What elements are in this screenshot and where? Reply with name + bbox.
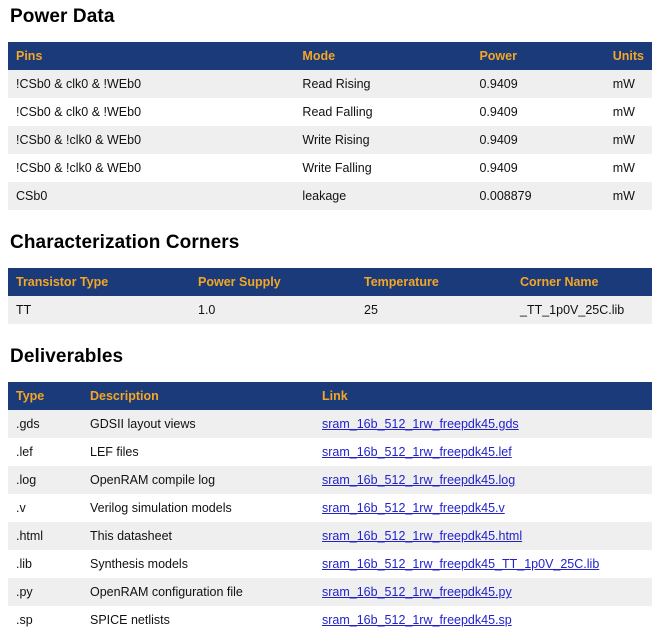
table-row [8,98,652,126]
column-header-link: Link [314,382,652,410]
table-row [8,466,652,494]
cell-link [314,550,652,578]
deliverables-table-body [8,410,652,634]
cell-pins: CSb0 [8,182,294,210]
cell-description: GDSII layout views [82,410,314,438]
cell-temperature: 25 [356,296,512,324]
corners-table-head [8,268,652,296]
cell-description: OpenRAM compile log [82,466,314,494]
cell-type: .gds [8,410,82,438]
table-row [8,126,652,154]
cell-type: .v [8,494,82,522]
cell-type: .log [8,466,82,494]
deliverable-link[interactable]: sram_16b_512_1rw_freepdk45_TT_1p0V_25C.lib [322,557,600,571]
cell-type: .py [8,578,82,606]
cell-power: 0.9409 [471,126,604,154]
cell-link [314,410,652,438]
cell-units: mW [605,182,652,210]
column-header-type: Type [8,382,82,410]
cell-description: This datasheet [82,522,314,550]
cell-description: OpenRAM configuration file [82,578,314,606]
cell-mode: Read Falling [294,98,471,126]
cell-pins: !CSb0 & clk0 & !WEb0 [8,70,294,98]
cell-transistor-type: TT [8,296,190,324]
cell-pins: !CSb0 & !clk0 & WEb0 [8,126,294,154]
deliverable-link[interactable]: sram_16b_512_1rw_freepdk45.sp [322,613,512,627]
cell-type: .lef [8,438,82,466]
cell-units: mW [605,70,652,98]
power-data-table [8,42,652,210]
cell-units: mW [605,126,652,154]
cell-units: mW [605,98,652,126]
table-header-row [8,42,652,70]
table-header-row [8,268,652,296]
deliverable-link[interactable]: sram_16b_512_1rw_freepdk45.py [322,585,512,599]
cell-mode: Write Rising [294,126,471,154]
cell-link [314,466,652,494]
corners-table-body [8,296,652,324]
deliverable-link[interactable]: sram_16b_512_1rw_freepdk45.gds [322,417,519,431]
table-row [8,410,652,438]
cell-power: 0.9409 [471,154,604,182]
cell-link [314,578,652,606]
table-row [8,550,652,578]
cell-corner-name: _TT_1p0V_25C.lib [512,296,652,324]
page-title-power-data: Power Data [10,6,115,27]
deliverable-link[interactable]: sram_16b_512_1rw_freepdk45.lef [322,445,512,459]
table-row [8,606,652,634]
characterization-corners-table [8,268,652,324]
column-header-pins: Pins [8,42,294,70]
cell-units: mW [605,154,652,182]
cell-description: Synthesis models [82,550,314,578]
cell-link [314,606,652,634]
column-header-units: Units [605,42,652,70]
cell-type: .html [8,522,82,550]
table-row [8,578,652,606]
power-data-table-body [8,70,652,210]
table-row [8,296,652,324]
table-row [8,182,652,210]
column-header-temperature: Temperature [356,268,512,296]
column-header-mode: Mode [294,42,471,70]
table-row [8,438,652,466]
cell-description: SPICE netlists [82,606,314,634]
cell-type: .lib [8,550,82,578]
cell-mode: Read Rising [294,70,471,98]
cell-pins: !CSb0 & !clk0 & WEb0 [8,154,294,182]
column-header-power-supply: Power Supply [190,268,356,296]
column-header-corner-name: Corner Name [512,268,652,296]
cell-power: 0.9409 [471,70,604,98]
page-title-deliverables: Deliverables [10,346,124,367]
cell-mode: Write Falling [294,154,471,182]
datasheet-page [0,6,660,634]
table-row [8,70,652,98]
table-row [8,522,652,550]
cell-link [314,522,652,550]
cell-description: Verilog simulation models [82,494,314,522]
column-header-description: Description [82,382,314,410]
deliverable-link[interactable]: sram_16b_512_1rw_freepdk45.v [322,501,505,515]
cell-type: .sp [8,606,82,634]
cell-description: LEF files [82,438,314,466]
cell-power: 0.008879 [471,182,604,210]
power-data-table-head [8,42,652,70]
table-row [8,494,652,522]
cell-power-supply: 1.0 [190,296,356,324]
deliverable-link[interactable]: sram_16b_512_1rw_freepdk45.html [322,529,523,543]
cell-mode: leakage [294,182,471,210]
deliverable-link[interactable]: sram_16b_512_1rw_freepdk45.log [322,473,516,487]
cell-link [314,438,652,466]
column-header-power: Power [471,42,604,70]
cell-link [314,494,652,522]
cell-power: 0.9409 [471,98,604,126]
page-title-characterization-corners: Characterization Corners [10,232,240,253]
deliverables-table [8,382,652,634]
table-row [8,154,652,182]
table-header-row [8,382,652,410]
cell-pins: !CSb0 & clk0 & !WEb0 [8,98,294,126]
deliverables-table-head [8,382,652,410]
column-header-transistor-type: Transistor Type [8,268,190,296]
